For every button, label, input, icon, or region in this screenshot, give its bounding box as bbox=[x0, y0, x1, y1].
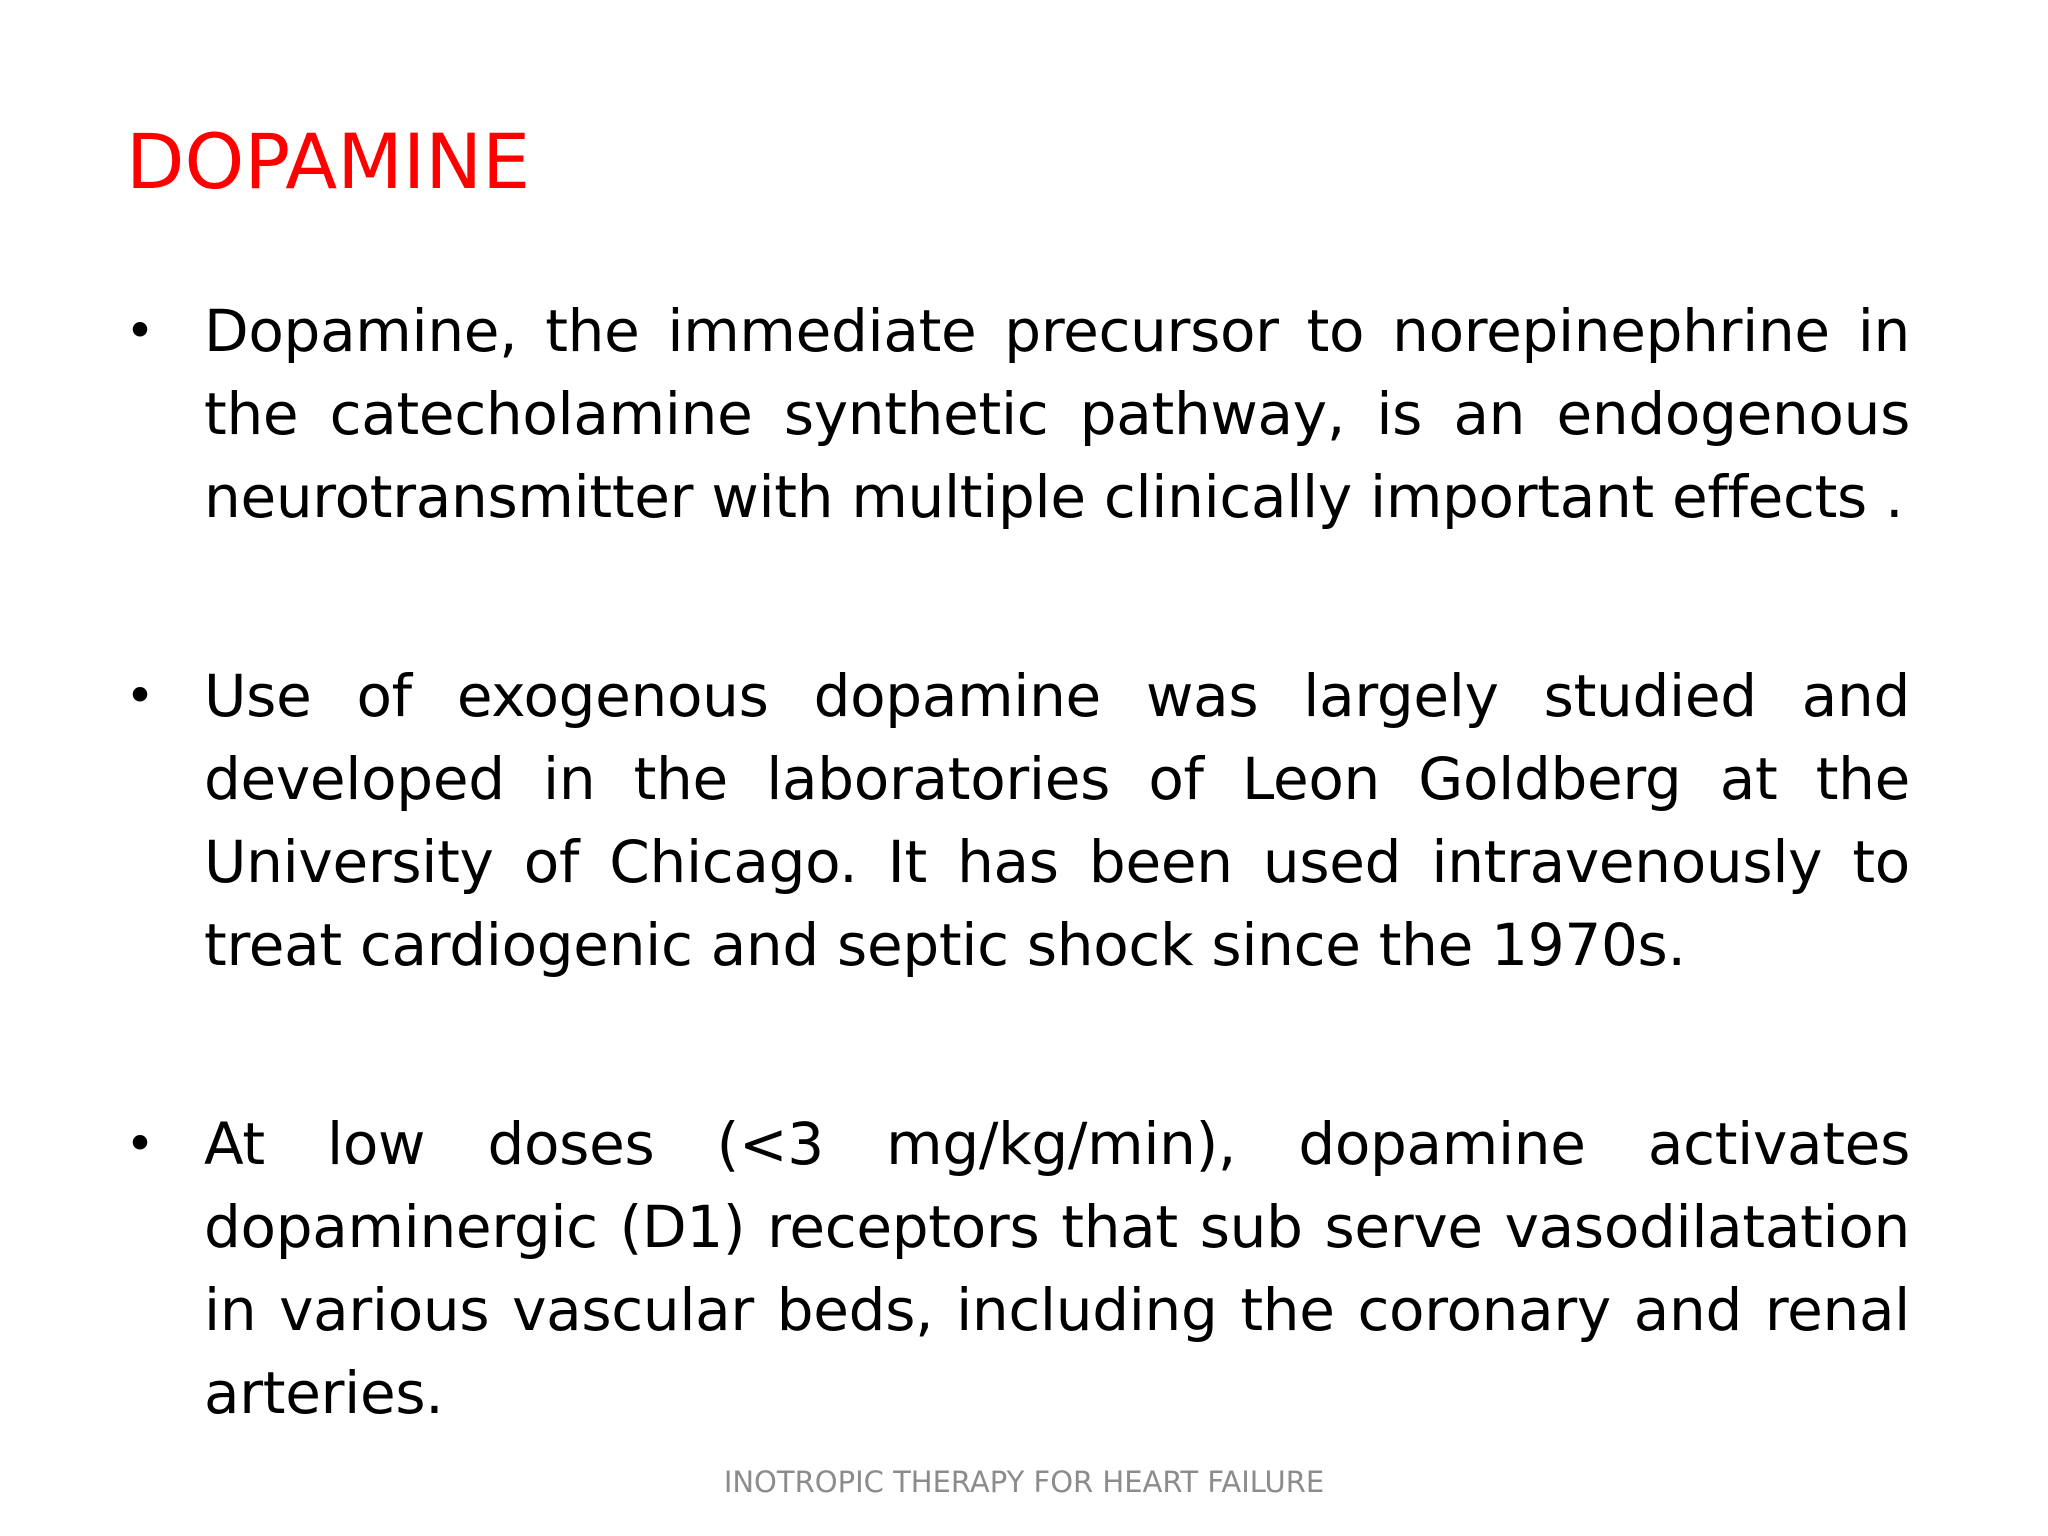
bullet-marker: • bbox=[125, 667, 155, 725]
bullet-marker: • bbox=[125, 1115, 155, 1173]
bullet-text: Dopamine, the immediate precursor to norepinephrine in the catecholamine synthetic pathway, is an endogenous neurotransmitter with multiple clinically important effects . bbox=[204, 297, 1910, 531]
slide-title: DOPAMINE bbox=[126, 117, 531, 206]
slide-footer: INOTROPIC THERAPY FOR HEART FAILURE bbox=[723, 1465, 1325, 1499]
bullet-text: Use of exogenous dopamine was largely studied and developed in the laboratories of Leon Goldberg at the University of Chicago. It has been used intravenously to treat cardiogenic and septic shock since the 1970s. bbox=[204, 662, 1910, 979]
bullet-marker: • bbox=[125, 302, 155, 360]
bullet-text: At low doses (<3 mg/kg/min), dopamine activates dopaminergic (D1) receptors that sub serve vasodilatation in various vascular beds, including the coronary and renal arteries. bbox=[204, 1110, 1910, 1427]
